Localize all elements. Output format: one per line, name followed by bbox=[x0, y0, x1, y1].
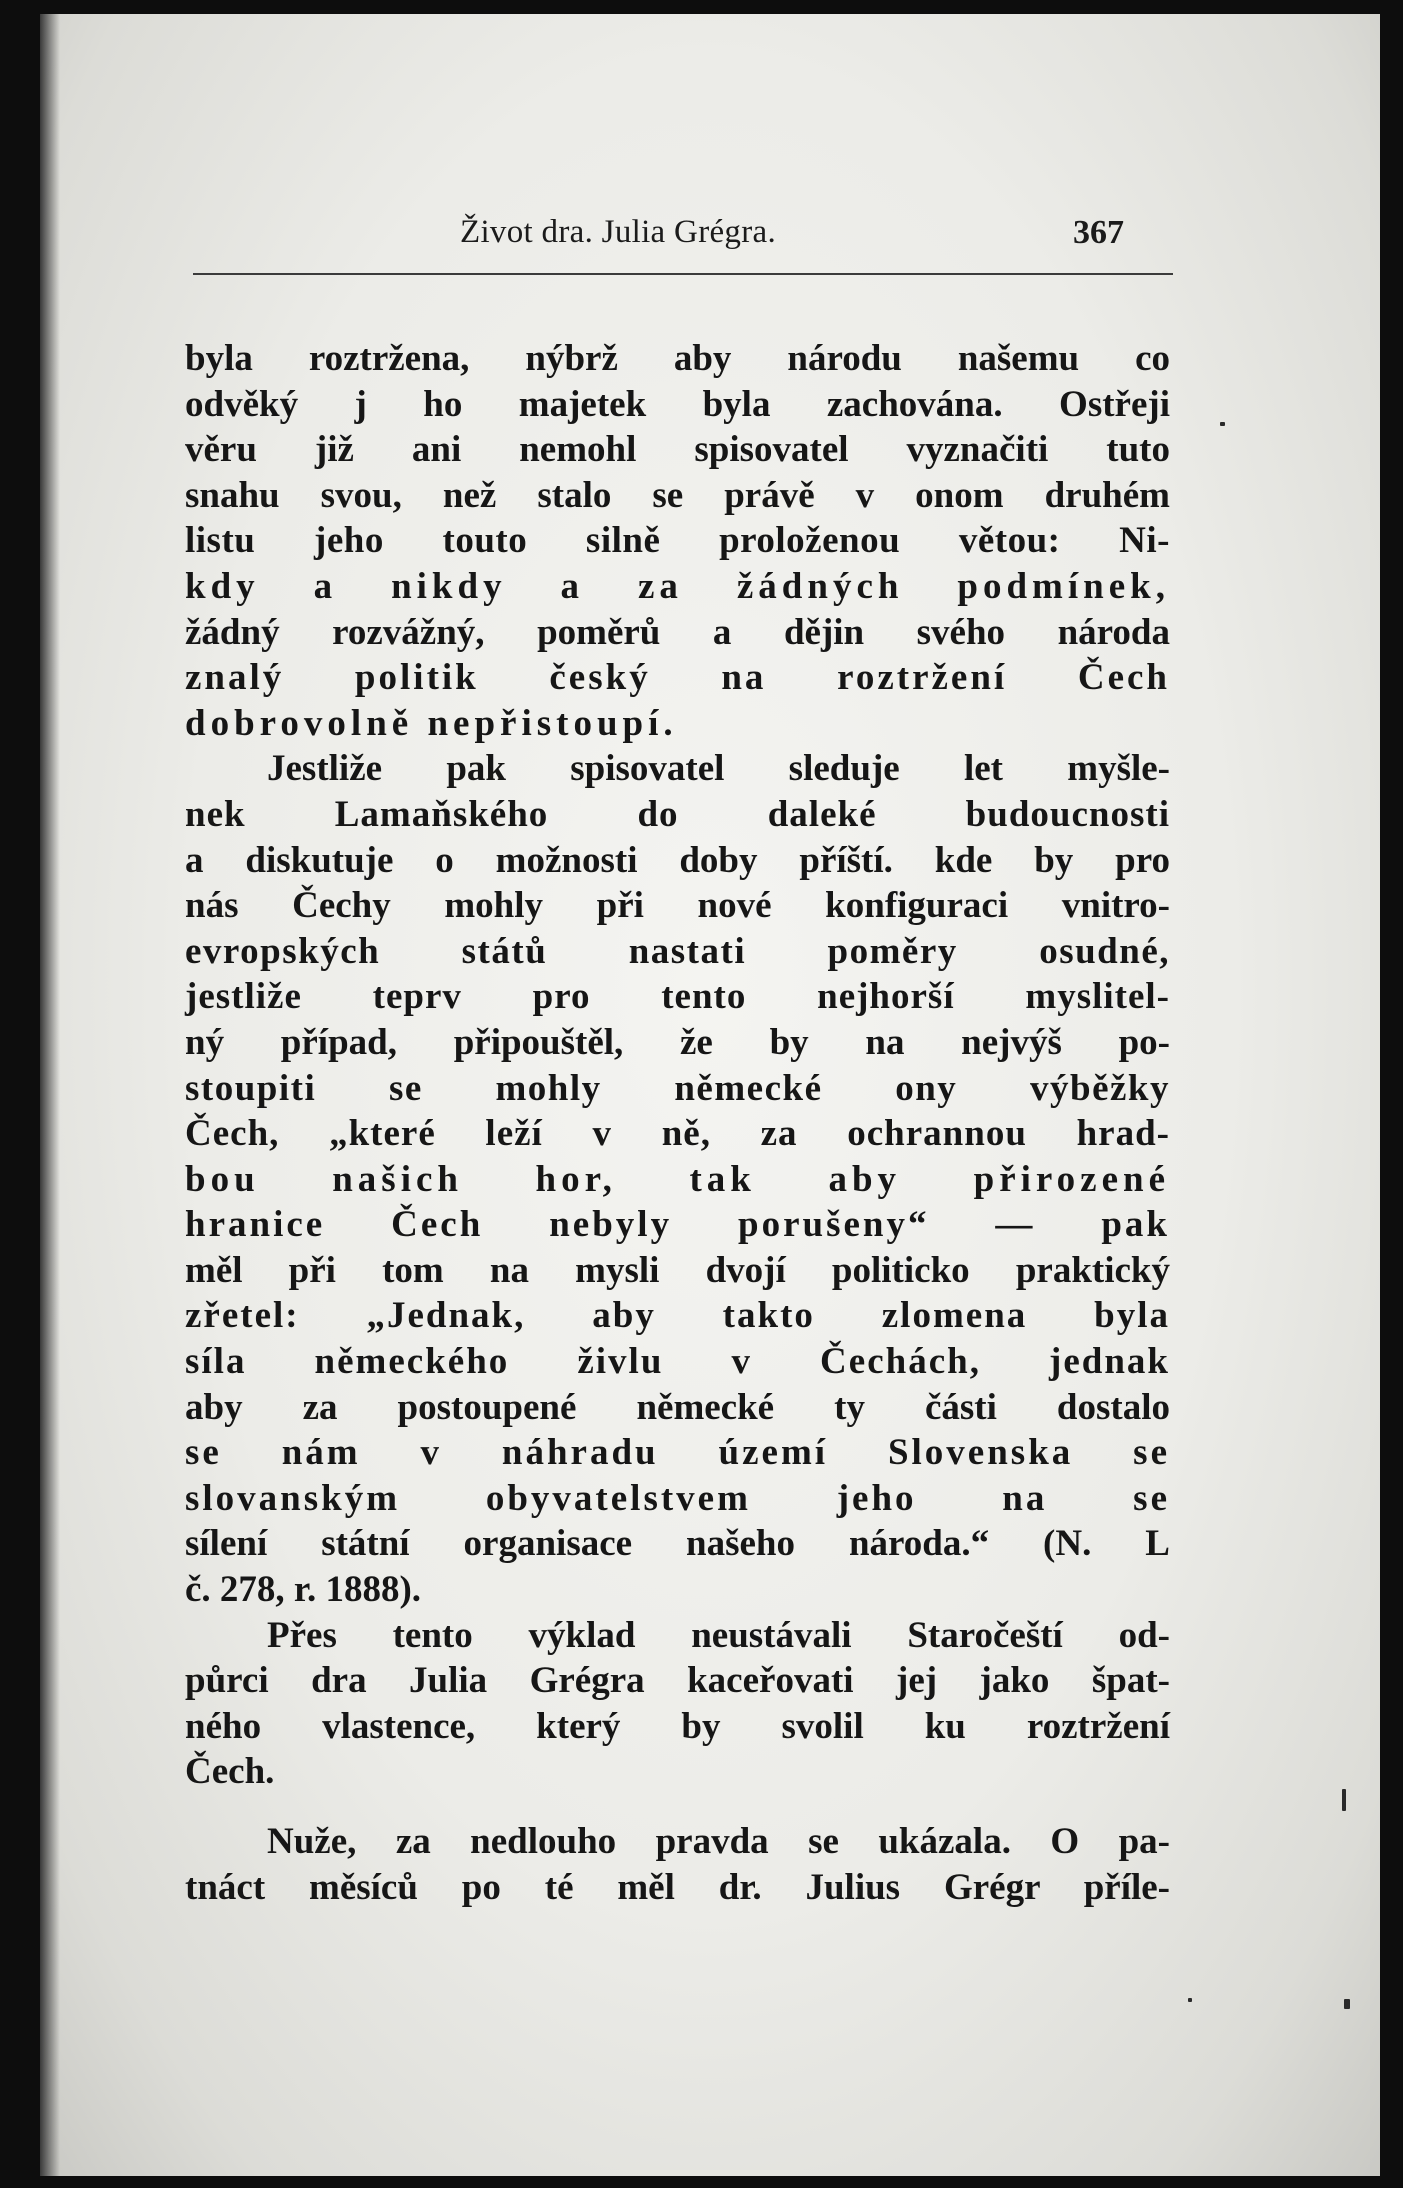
text-line: síla německého živlu v Čechách, jednak bbox=[185, 1341, 1170, 1383]
text-line: listu jeho touto silně proloženou větou: Ni- bbox=[185, 520, 1170, 562]
text-line: dobrovolně nepřistoupí. bbox=[185, 702, 678, 744]
scan-speck bbox=[1188, 1998, 1192, 2002]
body-text bbox=[185, 336, 1170, 1910]
text-line: měl při tom na mysli dvojí politicko praktický bbox=[185, 1249, 1170, 1291]
text-line: č. 278, r. 1888). bbox=[185, 1569, 422, 1611]
book-page bbox=[40, 14, 1380, 2176]
text-line: nás Čechy mohly při nové konfiguraci vnitro- bbox=[185, 885, 1170, 927]
text-line: Čech, „které leží v ně, za ochrannou hrad- bbox=[185, 1113, 1170, 1155]
text-line: nek Lamaňského do daleké budoucnosti bbox=[185, 793, 1170, 835]
scan-speck bbox=[1220, 422, 1225, 426]
text-line: tnáct měsíců po té měl dr. Julius Grégr příle- bbox=[185, 1866, 1170, 1908]
text-line: zřetel: „Jednak, aby takto zlomena byla bbox=[185, 1295, 1170, 1337]
text-line: byla roztržena, nýbrž aby národu našemu co bbox=[185, 338, 1170, 379]
text-line: žádný rozvážný, poměrů a dějin svého národa bbox=[185, 611, 1170, 653]
text-line: ného vlastence, který by svolil ku roztržení bbox=[185, 1705, 1170, 1747]
text-line: se nám v náhradu území Slovenska se bbox=[185, 1432, 1170, 1474]
text-line: hranice Čech nebyly porušeny“ — pak bbox=[185, 1204, 1170, 1246]
text-line: slovanským obyvatelstvem jeho na se bbox=[185, 1477, 1170, 1519]
text-line: snahu svou, než stalo se právě v onom druhém bbox=[185, 474, 1170, 516]
text-line: aby za postoupené německé ty části dostalo bbox=[185, 1386, 1170, 1428]
text-line: jestliže teprv pro tento nejhorší myslitel- bbox=[185, 976, 1170, 1018]
text-line: evropských států nastati poměry osudné, bbox=[185, 930, 1170, 972]
text-line: odvěký j ho majetek byla zachována. Ostřeji bbox=[185, 383, 1170, 425]
scan-speck bbox=[1342, 1789, 1346, 1811]
paragraph-1 bbox=[185, 336, 1170, 746]
page-edge-shadow bbox=[40, 14, 60, 2176]
paragraph-spacer bbox=[185, 1795, 1170, 1819]
text-line: půrci dra Julia Grégra kaceřovati jej jako špat- bbox=[185, 1660, 1170, 1702]
text-line: Nuže, za nedlouho pravda se ukázala. O pa- bbox=[267, 1821, 1170, 1862]
paragraph-2 bbox=[185, 746, 1170, 1612]
text-line: Přes tento výklad neustávali Staročeští od- bbox=[267, 1614, 1170, 1656]
text-line: Jestliže pak spisovatel sleduje let myšle- bbox=[267, 748, 1170, 790]
paragraph-3 bbox=[185, 1613, 1170, 1795]
text-line: sílení státní organisace našeho národa.“ (N. L bbox=[185, 1523, 1170, 1565]
text-line: kdy a nikdy a za žádných podmínek, bbox=[185, 565, 1170, 607]
header-rule bbox=[193, 273, 1173, 275]
running-title: Život dra. Julia Grégra. bbox=[460, 214, 777, 250]
text-line: stoupiti se mohly německé ony výběžky bbox=[185, 1067, 1170, 1109]
text-line: věru již ani nemohl spisovatel vyznačiti tuto bbox=[185, 429, 1170, 471]
paragraph-4 bbox=[185, 1819, 1170, 1910]
text-line: bou našich hor, tak aby přirozené bbox=[185, 1158, 1170, 1200]
text-line: a diskutuje o možnosti doby příští. kde by pro bbox=[185, 839, 1170, 881]
text-line: znalý politik český na roztržení Čech bbox=[185, 657, 1170, 699]
text-line: ný případ, připouštěl, že by na nejvýš po- bbox=[185, 1021, 1170, 1063]
page-number: 367 bbox=[1073, 214, 1124, 251]
text-line: Čech. bbox=[185, 1751, 275, 1793]
scan-speck bbox=[1344, 1999, 1350, 2009]
